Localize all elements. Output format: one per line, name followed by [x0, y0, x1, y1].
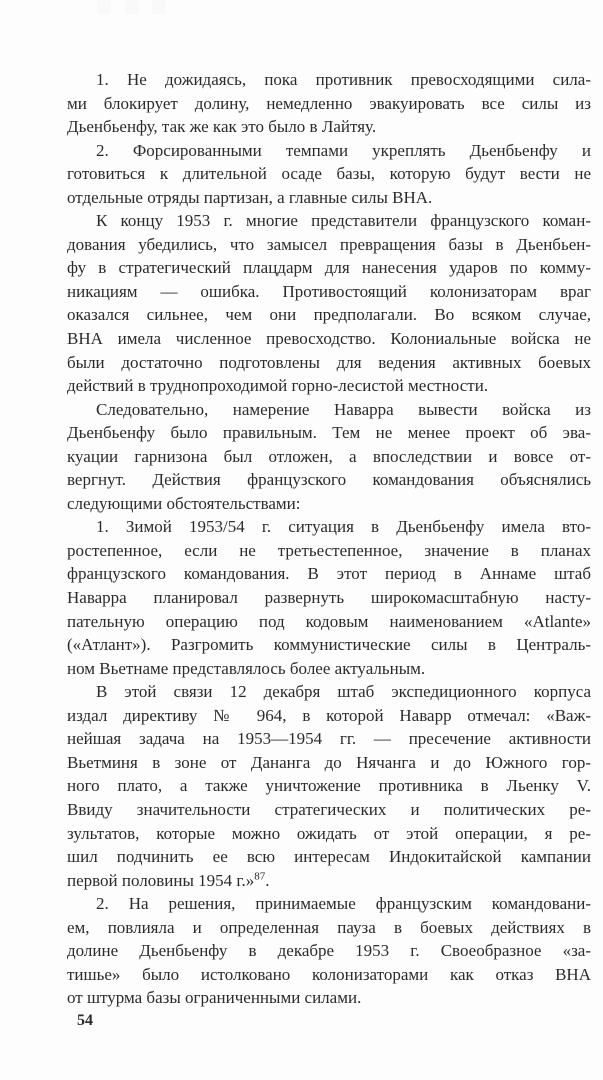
line-text: 1. Зимой 1953/54 г. ситуация в Дьенбьенфу имела вто- — [96, 517, 591, 537]
text-line — [67, 963, 591, 987]
line-text: шил подчинить ее всю интересам Индокитайской кампании — [67, 847, 591, 867]
text-line — [67, 303, 591, 327]
body-text — [67, 68, 591, 1010]
line-text: 2. На решения, принимаемые французским командовани- — [96, 894, 591, 914]
line-text: от штурма базы ограниченными силами. — [67, 988, 362, 1008]
line-text: вергнут. Действия французского командования объяснялись — [67, 470, 591, 490]
line-text: никациям — ошибка. Противостоящий колонизаторам враг — [67, 281, 591, 301]
text-line — [67, 704, 591, 728]
line-text: куации гарнизона был отложен, а впоследствии и вовсе от- — [67, 446, 591, 466]
line-text: издал директиву № 964, в которой Наварр отмечал: «Важ- — [67, 705, 591, 725]
footnote-marker: 87 — [254, 869, 266, 882]
line-text: В этой связи 12 декабря штаб экспедиционного корпуса — [96, 682, 591, 702]
text-line — [67, 610, 591, 634]
line-text: Ввиду значительности стратегических и политических ре- — [67, 799, 591, 819]
text-line — [67, 892, 591, 916]
scan-artifact — [125, 0, 139, 14]
line-text: нейшая задача на 1953—1954 гг. — пресечение активности — [67, 729, 591, 749]
line-text: 1. Не дожидаясь, пока противник превосходящими сила- — [96, 70, 591, 89]
line-text: ного плато, а также уничтожение противника в Льенку V. — [67, 776, 591, 796]
line-text: отдельные отряды партизан, а главные силы ВНА. — [67, 187, 433, 207]
text-line — [67, 233, 591, 257]
line-text: Следовательно, намерение Наварра вывести войска из — [96, 399, 591, 419]
page-number: 54 — [77, 1012, 93, 1029]
text-line — [67, 209, 591, 233]
text-line — [67, 751, 591, 775]
line-text: ВНА имела численное превосходство. Колониальные войска не — [67, 329, 591, 349]
line-text: ростепенное, если не третьестепенное, значение в планах — [67, 540, 591, 560]
text-line — [67, 633, 591, 657]
line-text: дования убедились, что замысел превращения базы в Дьенбьен- — [67, 234, 591, 254]
line-text: были достаточно подготовлены для ведения активных боевых — [67, 352, 591, 372]
text-line — [67, 398, 591, 422]
text-line — [67, 986, 591, 1010]
text-line — [67, 562, 591, 586]
text-line — [67, 351, 591, 375]
text-line — [67, 68, 591, 92]
line-text-after: . — [265, 870, 270, 890]
text-line — [67, 139, 591, 163]
text-line — [67, 256, 591, 280]
line-text: ем, повлияла и определенная пауза в боевых действиях в — [67, 917, 591, 937]
text-line — [67, 539, 591, 563]
text-line — [67, 680, 591, 704]
text-line — [67, 869, 591, 893]
line-text: фу в стратегический плацдарм для нанесения ударов по комму- — [67, 258, 591, 278]
line-text: действий в труднопроходимой горно-лесистой местности. — [67, 376, 489, 396]
text-line — [67, 115, 591, 139]
line-text: следующими обстоятельствами: — [67, 493, 301, 513]
line-text: 2. Форсированными темпами укреплять Дьенбьенфу и — [96, 140, 591, 160]
text-line — [67, 162, 591, 186]
line-text: Вьетминя в зоне от Дананга до Нячанга и до Южного гор- — [67, 752, 591, 772]
line-text: Дьенбьенфу, так же как это было в Лайтяу. — [67, 117, 377, 137]
text-line — [67, 374, 591, 398]
text-line — [67, 586, 591, 610]
text-line — [67, 327, 591, 351]
text-line — [67, 92, 591, 116]
line-text: К концу 1953 г. многие представители французского коман- — [96, 211, 591, 231]
line-text: первой половины 1954 г.» — [67, 870, 255, 890]
line-text: («Атлант»). Разгромить коммунистические силы в Централь- — [67, 635, 591, 655]
text-line — [67, 657, 591, 681]
text-line — [67, 421, 591, 445]
text-line — [67, 727, 591, 751]
scan-artifact — [97, 0, 111, 14]
line-text: оказался сильнее, чем они предполагали. Во всяком случае, — [67, 305, 591, 325]
text-line — [67, 445, 591, 469]
text-line — [67, 916, 591, 940]
text-line — [67, 186, 591, 210]
line-text: ми блокирует долину, немедленно эвакуировать все силы из — [67, 93, 591, 113]
text-line — [67, 939, 591, 963]
line-text: Дьенбьенфу было правильным. Тем не менее проект об эва- — [67, 423, 591, 443]
line-text: тишье» было истолковано колонизаторами как отказ ВНА — [67, 964, 591, 984]
text-line — [67, 468, 591, 492]
line-text: ном Вьетнаме представлялось более актуальным. — [67, 658, 426, 678]
scan-artifact — [152, 0, 166, 14]
text-line — [67, 492, 591, 516]
text-line — [67, 798, 591, 822]
line-text: готовиться к длительной осаде базы, которую будут вести не — [67, 164, 591, 184]
text-line — [67, 845, 591, 869]
line-text: французского командования. В этот период в Аннаме штаб — [67, 564, 591, 584]
line-text: Наварра планировал развернуть широкомасштабную насту- — [67, 588, 591, 608]
text-line — [67, 822, 591, 846]
line-text: пательную операцию под кодовым наименованием «Atlante» — [67, 611, 591, 631]
line-text: зультатов, которые можно ожидать от этой операции, я ре- — [67, 823, 591, 843]
text-line — [67, 515, 591, 539]
line-text: долине Дьенбьенфу в декабре 1953 г. Своеобразное «за- — [67, 941, 591, 961]
text-line — [67, 774, 591, 798]
text-line — [67, 280, 591, 304]
